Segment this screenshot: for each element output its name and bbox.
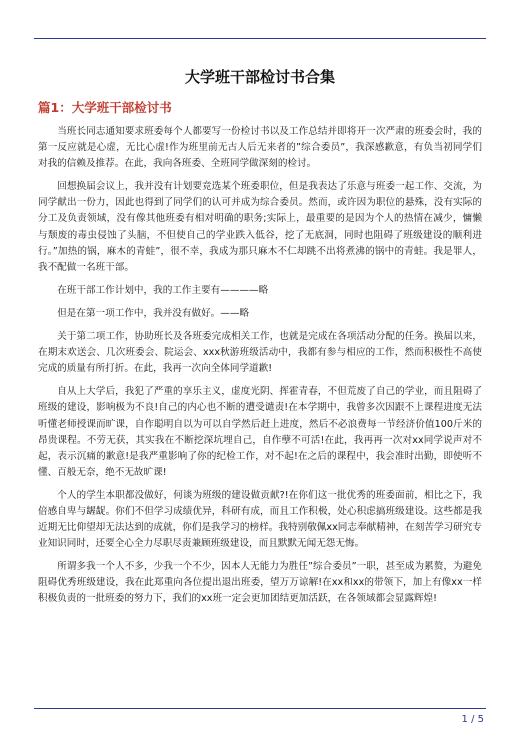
paragraph: 但是在第一项工作中，我并没有做好。——略 (57, 307, 250, 319)
paragraph: 回想换届会议上，我并没有计划要竞选某个班委职位，但是我表达了乐意与班委一起工作、交流，为同学献出一份力，因此也得到了同学们的认可并成为综合委员。然而，或许因为职位的悬殊，没有实际的分工及负责领域，没有像其他班委有相对明确的职务;实际上，最重要的是因为个人的热情在减少，慵懒与颓废的毒虫侵蚀了头脑，不但使自己的学业跌入低谷，挖了无底洞，同时也阻碍了班级建设的顺利进行。”加热的锅，麻木的青蛙”，很不幸，我成为那只麻木不仁却跳不出将煮沸的锅中的青蛙。我是罪人，我不配做一名班干部。 (38, 181, 482, 273)
header-rule (34, 38, 486, 39)
paragraph: 自从上大学后，我犯了严重的享乐主义，虚度光阴、挥霍青春，不但荒废了自己的学业，而且阻碍了班级的建设，影响极为不良!自己的内心也不断的遭受谴责!在本学期中，我曾多次因跟不上课程进度无法听懂老师授课而旷课，自作聪明自以为可以自学然后赶上进度，然后不必浪费每一节经济价值100斤米的昂贵课程。不劳无获，其实我在不断挖深坑埋自己，自作孽不可活!在此，我再再一次对xx同学说声对不起，表示沉痛的歉意!是我严重影响了你的纪检工作，对不起!在之后的课程中，我会准时出勤，即使听不懂、百般无奈，绝不无故旷课! (38, 386, 482, 478)
paragraph: 所谓多我一个人不多，少我一个不少，因本人无能力为胜任”综合委员”一职，甚至成为累赘，为避免阻碍优秀班级建设，我在此郑重向各位提出退出班委，望万万谅解!在xx和xx的带领下，加上有像xx一样积极负责的一批班委的努力下，我们的xx班一定会更加团结更加活跃，在各领域都会显露辉煌! (38, 561, 482, 605)
page-indicator: 1 / 5 (461, 714, 484, 725)
document-body (38, 124, 482, 615)
paragraph: 当班长同志通知要求班委每个人都要写一份检讨书以及工作总结并即将开一次严肃的班委会时，我的第一反应就是心虚，无比心虚!作为班里前无古人后无来者的”综合委员”，我深感歉意，有负当初同学们对我的信赖及推荐。在此，我向各班委、全班同学做深刻的检讨。 (38, 126, 482, 170)
paragraph: 个人的学生本职都没做好，何谈为班级的建设做贡献?!在你们这一批优秀的班委面前，相比之下，我倍感自卑与龌龊。你们不但学习成绩优异，科研有成，而且工作积极，处心积虑搞班级建设。这些都是我近期无比仰望却无法达到的成就，你们是我学习的榜样。我特别敬佩xx同志奉献精神，在刻苦学习研究专业知识同时，还要全心全力尽职尽责兼顾班级建设，而且默默无闻无怨无悔。 (38, 489, 482, 550)
document-title: 大学班干部检讨书合集 (184, 68, 335, 86)
footer-rule (34, 708, 486, 709)
section-heading: 篇1：大学班干部检讨书 (38, 100, 172, 115)
paragraph: 关于第二项工作，协助班长及各班委完成相关工作，也就是完成在各项活动分配的任务。换届以来，在期末欢送会、几次班委会、院运会、xxx秋游班级活动中，我都有参与相应的工作，然而积极性不高使完成的质量有所打折。在此，我再一次向全体同学道歉! (38, 331, 482, 375)
paragraph: 在班干部工作计划中，我的工作主要有————略 (57, 284, 269, 296)
